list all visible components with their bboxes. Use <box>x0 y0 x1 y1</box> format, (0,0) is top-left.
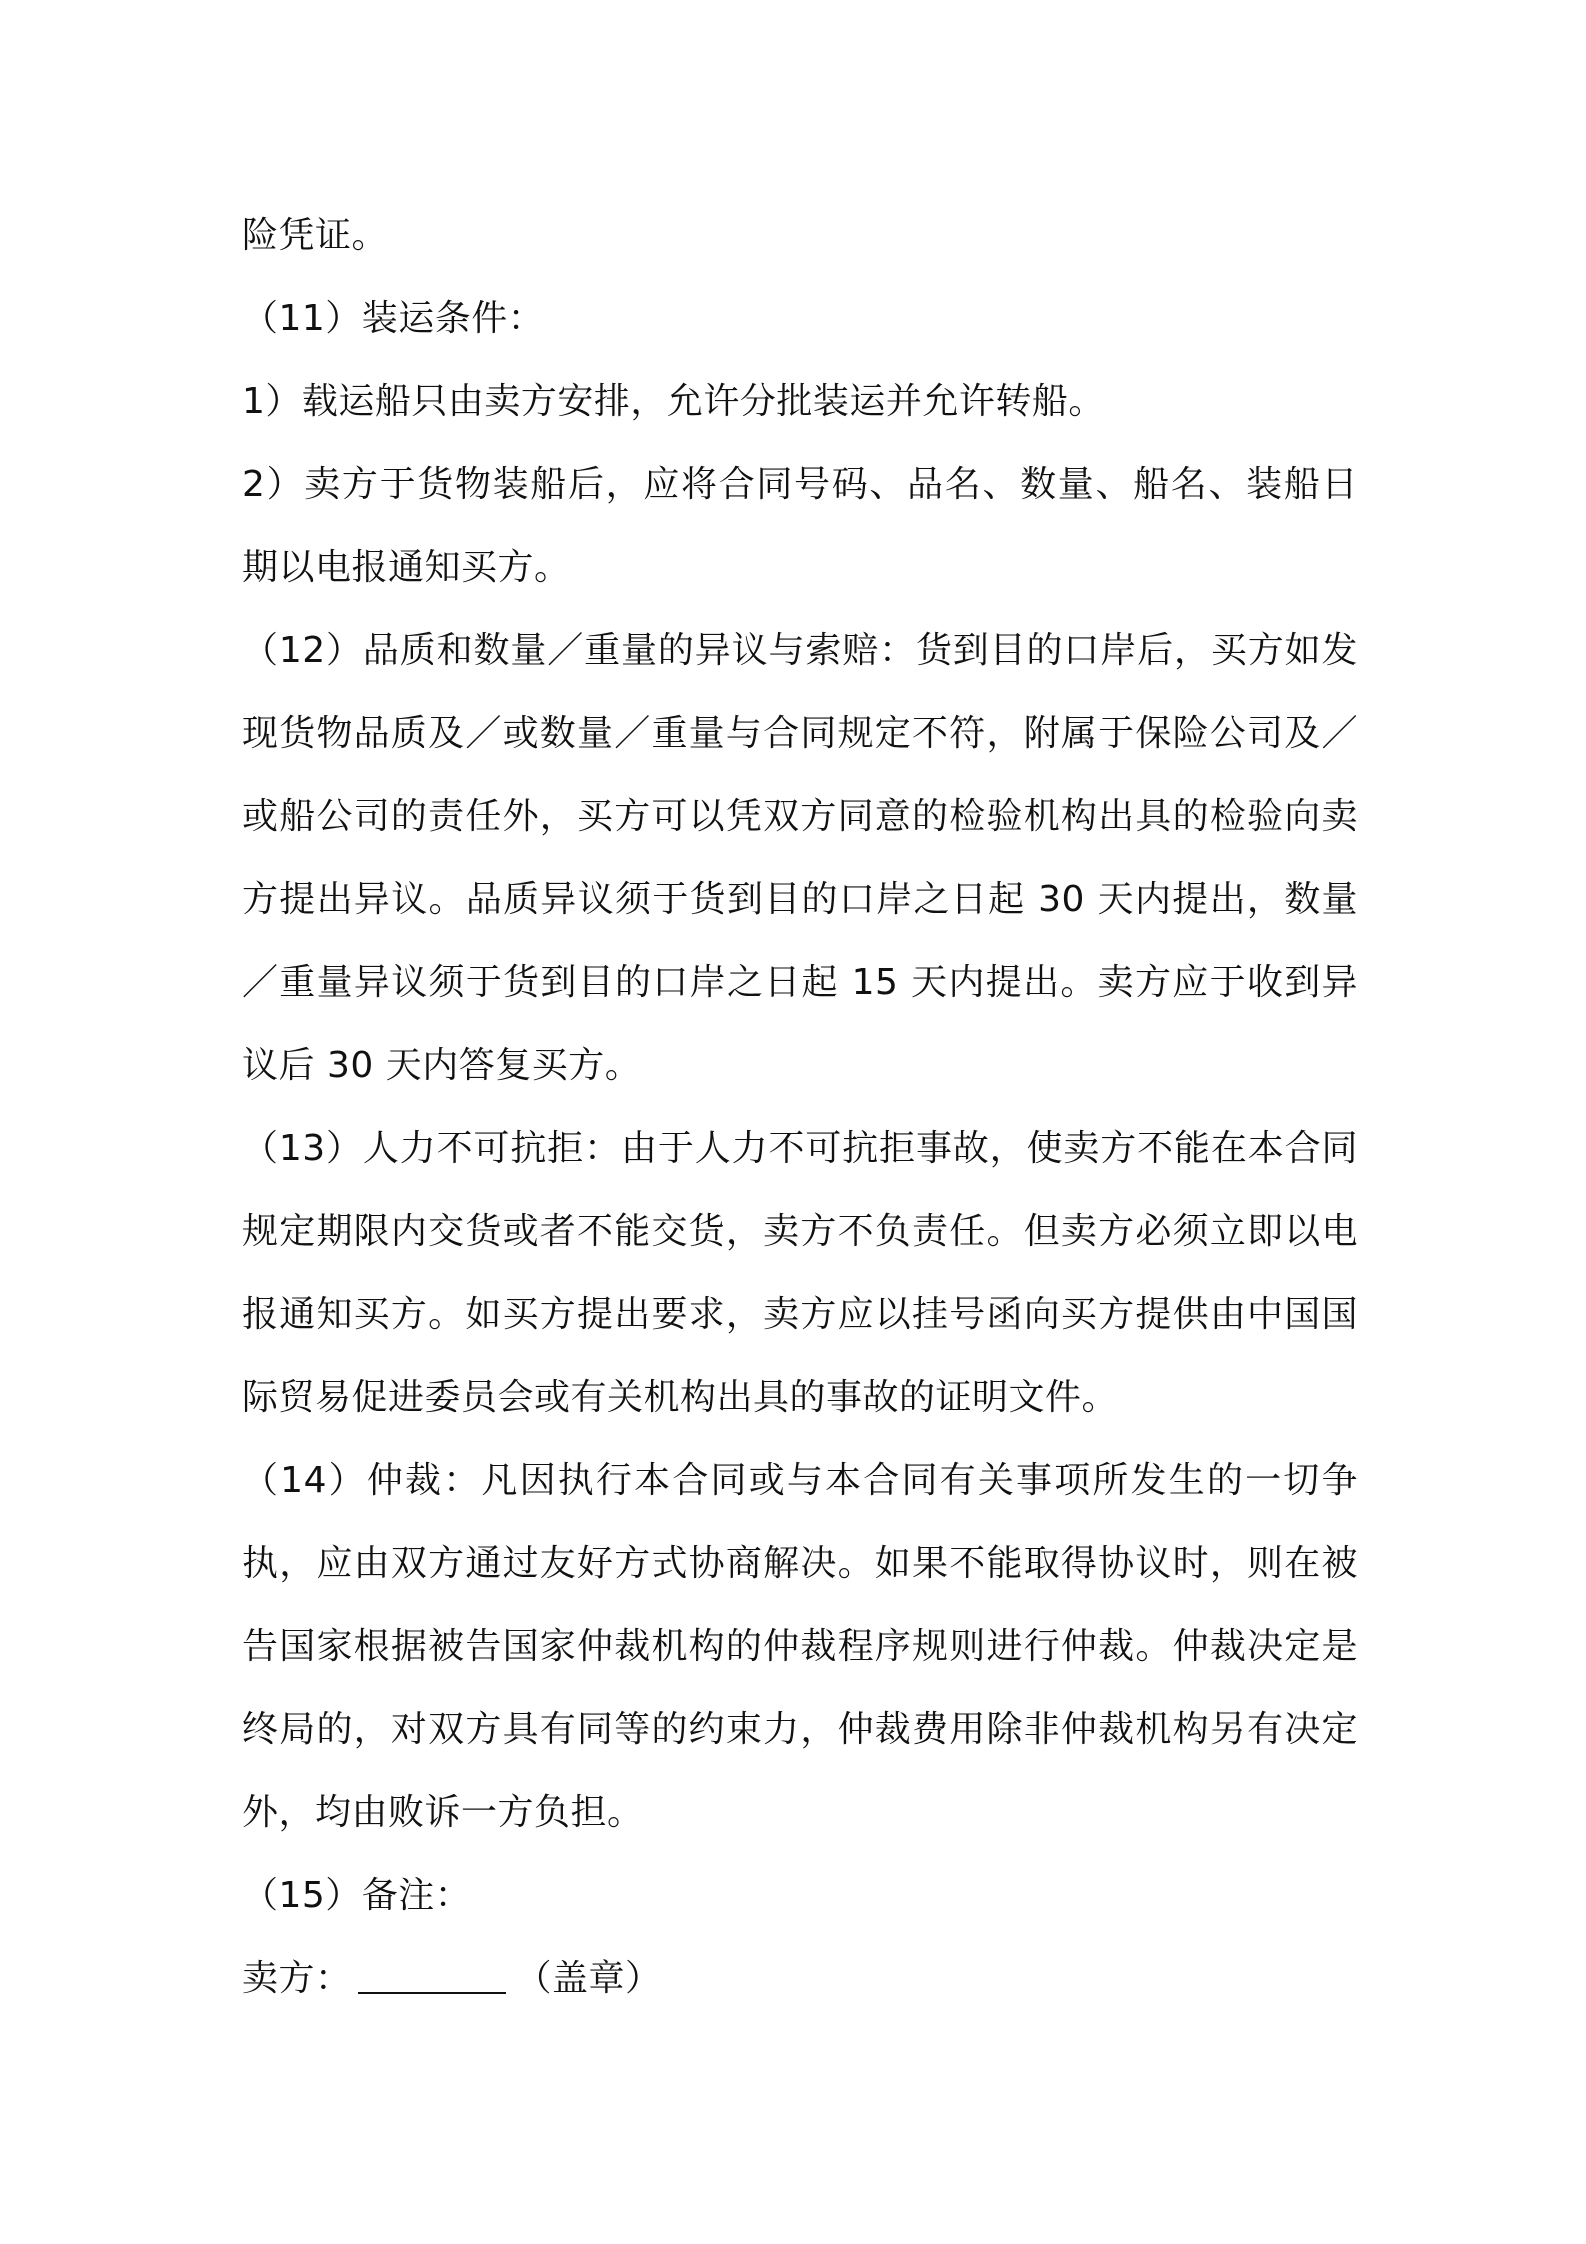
clause-11-heading: （11）装运条件： <box>242 298 545 339</box>
clause-12-quality-claims: （12）品质和数量／重量的异议与索赔：货到目的口岸后，买方如发现货物品质及／或数量／重量与合同规定不符，附属于保险公司及／或船公司的责任外，买方可以凭双方同意的检验机构出具的检验向卖方提出异议。品质异议须于货到目的口岸之日起 30 天内提出，数量／重量异议须于货到目的口岸之日起 15 天内提出。卖方应于收到异议后 30 天内答复买方。 <box>242 630 1358 1086</box>
seal-label: （盖章） <box>515 1958 662 1999</box>
contract-body <box>242 194 1358 2020</box>
paragraph-insurance-continuation: 险凭证。 <box>242 215 389 256</box>
clause-13-force-majeure: （13）人力不可抗拒：由于人力不可抗拒事故，使卖方不能在本合同规定期限内交货或者不能交货，卖方不负责任。但卖方必须立即以电报通知买方。如买方提出要求，卖方应以挂号函向买方提供由中国国际贸易促进委员会或有关机构出具的事故的证明文件。 <box>242 1128 1358 1418</box>
clause-11-item-2: 2）卖方于货物装船后，应将合同号码、品名、数量、船名、装船日期以电报通知买方。 <box>242 464 1358 588</box>
seller-signature-blank <box>358 1956 506 1994</box>
clause-15-remarks: （15）备注： <box>242 1875 472 1916</box>
clause-14-arbitration: （14）仲裁：凡因执行本合同或与本合同有关事项所发生的一切争执，应由双方通过友好方式协商解决。如果不能取得协议时，则在被告国家根据被告国家仲裁机构的仲裁程序规则进行仲裁。仲裁决定是终局的，对双方具有同等的约束力，仲裁费用除非仲裁机构另有决定外，均由败诉一方负担。 <box>242 1460 1358 1833</box>
seller-label: 卖方： <box>242 1958 352 1999</box>
seller-signature-line <box>242 1937 1358 2020</box>
clause-11-item-1: 1）载运船只由卖方安排，允许分批装运并允许转船。 <box>242 381 1105 422</box>
